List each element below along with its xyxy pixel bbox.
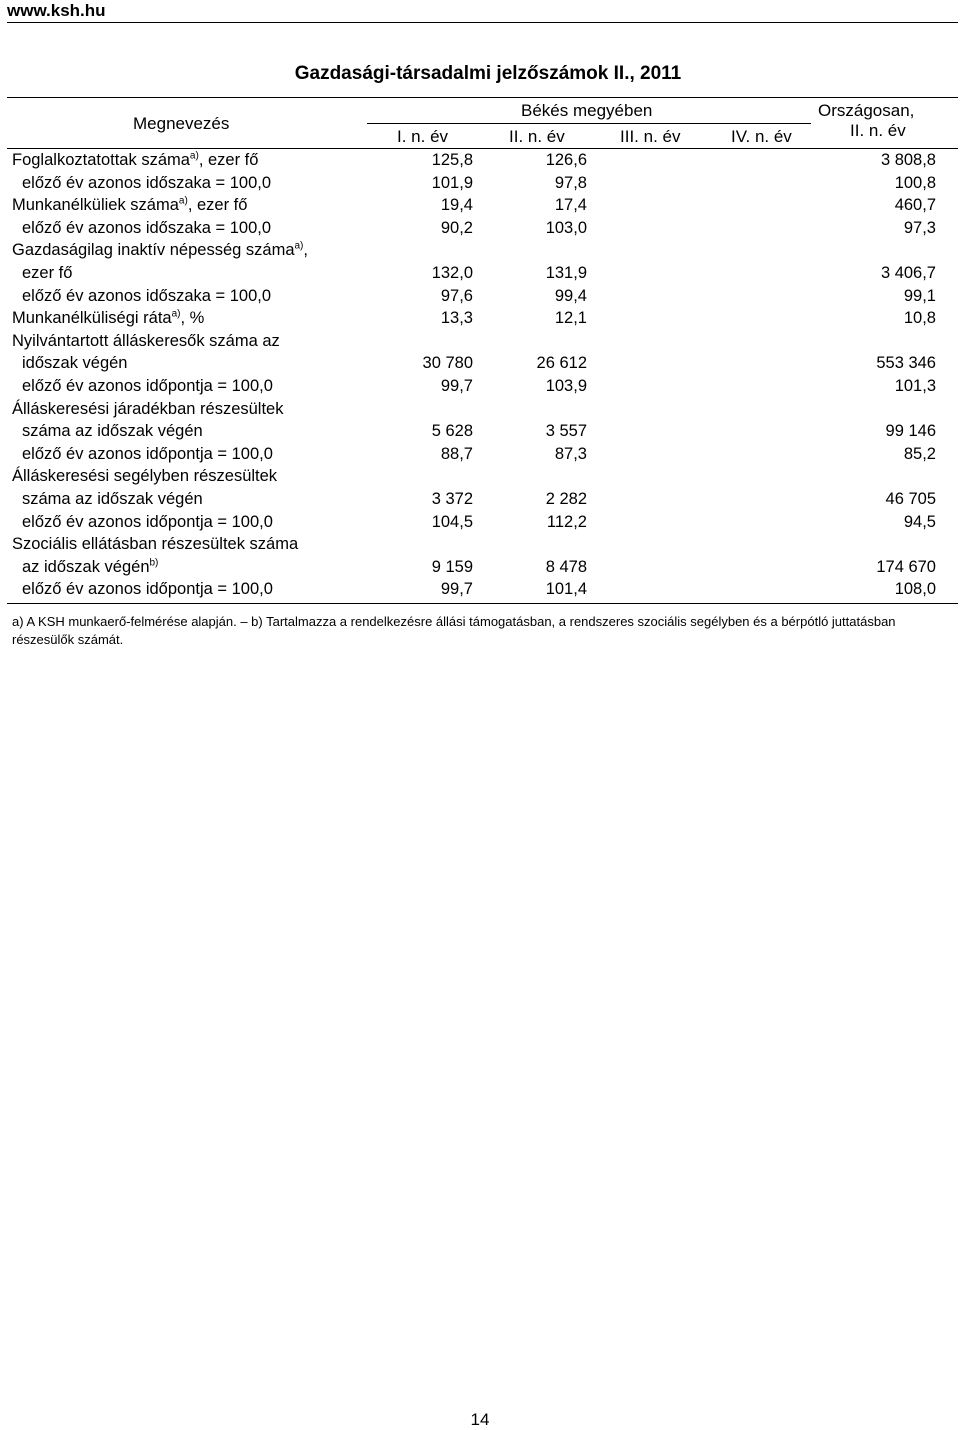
cell-value: 99,4 bbox=[554, 286, 587, 305]
cell-value: 99,7 bbox=[440, 580, 473, 599]
cell-value: 99 146 bbox=[885, 422, 936, 441]
cell-value: 97,8 bbox=[554, 173, 587, 192]
cell-value: 101,3 bbox=[894, 377, 936, 395]
table-row bbox=[0, 398, 960, 421]
table-row bbox=[0, 443, 960, 466]
row-label-line2: ezer fő bbox=[22, 264, 73, 282]
table-row bbox=[0, 511, 960, 534]
header-period-2: II. n. év bbox=[509, 127, 565, 146]
cell-value: 174 670 bbox=[876, 557, 936, 576]
row-label: előző év azonos időszaka = 100,0 bbox=[22, 173, 272, 192]
cell-value: 132,0 bbox=[431, 264, 473, 282]
row-label: Szociális ellátásban részesültek száma bbox=[12, 535, 299, 554]
cell-value: 12,1 bbox=[554, 309, 587, 328]
cell-value: 88,7 bbox=[440, 444, 473, 463]
cell-value: 460,7 bbox=[894, 196, 936, 215]
row-label: Álláskeresési segélyben részesültek bbox=[12, 467, 278, 486]
row-label: előző év azonos időpontja = 100,0 bbox=[22, 377, 273, 395]
row-label: előző év azonos időpontja = 100,0 bbox=[22, 580, 273, 599]
header-top-rule bbox=[7, 97, 958, 98]
table-row bbox=[0, 194, 960, 217]
row-label: Gazdaságilag inaktív népesség száma$^{a)}$, bbox=[12, 240, 308, 260]
header-period-3: III. n. év bbox=[620, 127, 681, 146]
row-label: Nyilvántartott álláskeresők száma az bbox=[12, 331, 280, 350]
cell-value: 97,6 bbox=[440, 286, 473, 305]
top-rule bbox=[7, 22, 958, 23]
header-name: Megnevezés bbox=[133, 114, 230, 133]
header-period-1: I. n. év bbox=[397, 127, 449, 146]
cell-value: 104,5 bbox=[431, 512, 473, 531]
cell-value: 90,2 bbox=[440, 218, 473, 237]
row-label-line2: száma az időszak végén bbox=[22, 422, 203, 441]
header-region: Békés megyében bbox=[521, 101, 653, 120]
row-label: előző év azonos időpontja = 100,0 bbox=[22, 512, 273, 531]
table-row bbox=[0, 465, 960, 488]
cell-value: 13,3 bbox=[440, 309, 473, 328]
cell-value: 108,0 bbox=[894, 580, 936, 599]
cell-value: 103,0 bbox=[545, 218, 587, 237]
cell-value: 3 808,8 bbox=[880, 151, 936, 169]
cell-value: 8 478 bbox=[545, 557, 587, 576]
cell-value: 126,6 bbox=[545, 151, 587, 169]
table-row bbox=[0, 330, 960, 353]
table-row bbox=[0, 217, 960, 240]
table-row bbox=[0, 239, 960, 262]
table-row-continued bbox=[0, 352, 960, 375]
cell-value: 10,8 bbox=[903, 309, 936, 328]
cell-value: 17,4 bbox=[554, 196, 587, 215]
row-label: Munkanélküliségi ráta$^{a)}$, % bbox=[12, 308, 205, 328]
row-label-line2: az időszak végén$^{b)}$ bbox=[22, 557, 159, 576]
cell-value: 99,1 bbox=[903, 286, 936, 305]
cell-value: 112,2 bbox=[546, 512, 587, 531]
cell-value: 97,3 bbox=[903, 218, 936, 237]
cell-value: 103,9 bbox=[545, 377, 587, 395]
header-period-4: IV. n. év bbox=[731, 127, 792, 146]
cell-value: 94,5 bbox=[903, 512, 936, 531]
table-row-continued bbox=[0, 262, 960, 285]
cell-value: 3 372 bbox=[431, 490, 473, 508]
cell-value: 87,3 bbox=[554, 444, 587, 463]
cell-value: 5 628 bbox=[431, 422, 473, 441]
cell-value: 125,8 bbox=[431, 151, 473, 169]
table-row-continued bbox=[0, 488, 960, 511]
footnote: a) A KSH munkaerő-felmérése alapján. – b) Tartalmazza a rendelkezésre állási támogatásban, a rendszeres szociális segélyben és a bérpótló juttatásban részesülők számát. bbox=[12, 614, 896, 647]
cell-value: 26 612 bbox=[536, 354, 587, 373]
cell-value: 30 780 bbox=[422, 354, 473, 373]
cell-value: 101,9 bbox=[431, 173, 473, 192]
cell-value: 46 705 bbox=[885, 490, 936, 508]
page-number: 14 bbox=[470, 1410, 490, 1429]
table-row-continued bbox=[0, 556, 960, 579]
cell-value: 19,4 bbox=[440, 196, 473, 215]
row-label: előző év azonos időszaka = 100,0 bbox=[22, 218, 272, 237]
table-bottom-rule bbox=[7, 603, 958, 604]
header-period-national: II. n. év bbox=[850, 121, 906, 140]
row-label: előző év azonos időpontja = 100,0 bbox=[22, 444, 273, 463]
header-region-rule bbox=[367, 123, 811, 124]
cell-value: 2 282 bbox=[545, 490, 587, 508]
row-label: Foglalkoztatottak száma$^{a)}$, ezer fő bbox=[12, 150, 259, 169]
cell-value: 100,8 bbox=[894, 173, 936, 192]
cell-value: 553 346 bbox=[876, 354, 936, 373]
cell-value: 9 159 bbox=[431, 557, 473, 576]
cell-value: 3 557 bbox=[545, 422, 587, 441]
row-label-line2: száma az időszak végén bbox=[22, 490, 203, 508]
page-title: Gazdasági-társadalmi jelzőszámok II., 2011 bbox=[294, 63, 682, 84]
table-row bbox=[0, 172, 960, 195]
table-row bbox=[0, 149, 960, 172]
cell-value: 85,2 bbox=[903, 444, 936, 463]
table-row bbox=[0, 375, 960, 398]
cell-value: 3 406,7 bbox=[880, 264, 936, 282]
table-row bbox=[0, 578, 960, 601]
row-label: előző év azonos időszaka = 100,0 bbox=[22, 286, 272, 305]
cell-value: 131,9 bbox=[545, 264, 587, 282]
table-row bbox=[0, 285, 960, 308]
cell-value: 99,7 bbox=[440, 377, 473, 395]
site-url: www.ksh.hu bbox=[7, 1, 106, 20]
header-national: Országosan, bbox=[818, 101, 915, 120]
cell-value: 101,4 bbox=[545, 580, 587, 599]
table-row bbox=[0, 307, 960, 330]
row-label-line2: időszak végén bbox=[22, 354, 128, 373]
row-label: Munkanélküliek száma$^{a)}$, ezer fő bbox=[12, 195, 248, 215]
table-row bbox=[0, 533, 960, 556]
row-label: Álláskeresési járadékban részesültek bbox=[12, 399, 284, 418]
table-row-continued bbox=[0, 420, 960, 443]
